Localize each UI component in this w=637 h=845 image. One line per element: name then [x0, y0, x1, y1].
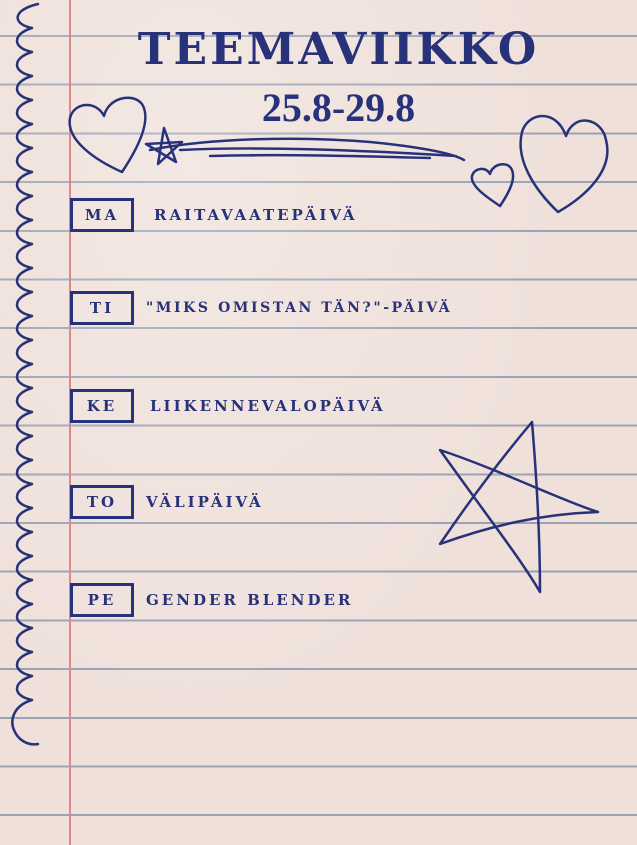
day-label: TI: [70, 291, 134, 325]
heart-large-icon: [521, 116, 608, 212]
day-theme: "MIKS OMISTAN TÄN?"-PÄIVÄ: [146, 300, 453, 316]
day-row-wednesday: [70, 387, 386, 425]
day-row-monday: [70, 196, 358, 234]
swoosh-icon: [150, 139, 464, 160]
day-theme: VÄLIPÄIVÄ: [146, 493, 264, 511]
day-label: TO: [70, 485, 134, 519]
day-row-tuesday: [70, 289, 452, 327]
day-row-thursday: [70, 483, 264, 521]
day-label: KE: [70, 389, 134, 423]
day-theme: RAITAVAATEPÄIVÄ: [154, 206, 358, 224]
date-range: 25.8-29.8: [261, 85, 416, 130]
day-theme: LIIKENNEVALOPÄIVÄ: [150, 397, 386, 415]
day-theme: GENDER BLENDER: [146, 591, 354, 609]
day-label: MA: [70, 198, 134, 232]
page-title: TEEMAVIIKKO: [137, 24, 540, 75]
day-label: PE: [70, 583, 134, 617]
heart-small-icon: [472, 164, 513, 206]
star-large-icon: [440, 422, 598, 592]
day-row-friday: [70, 581, 353, 619]
